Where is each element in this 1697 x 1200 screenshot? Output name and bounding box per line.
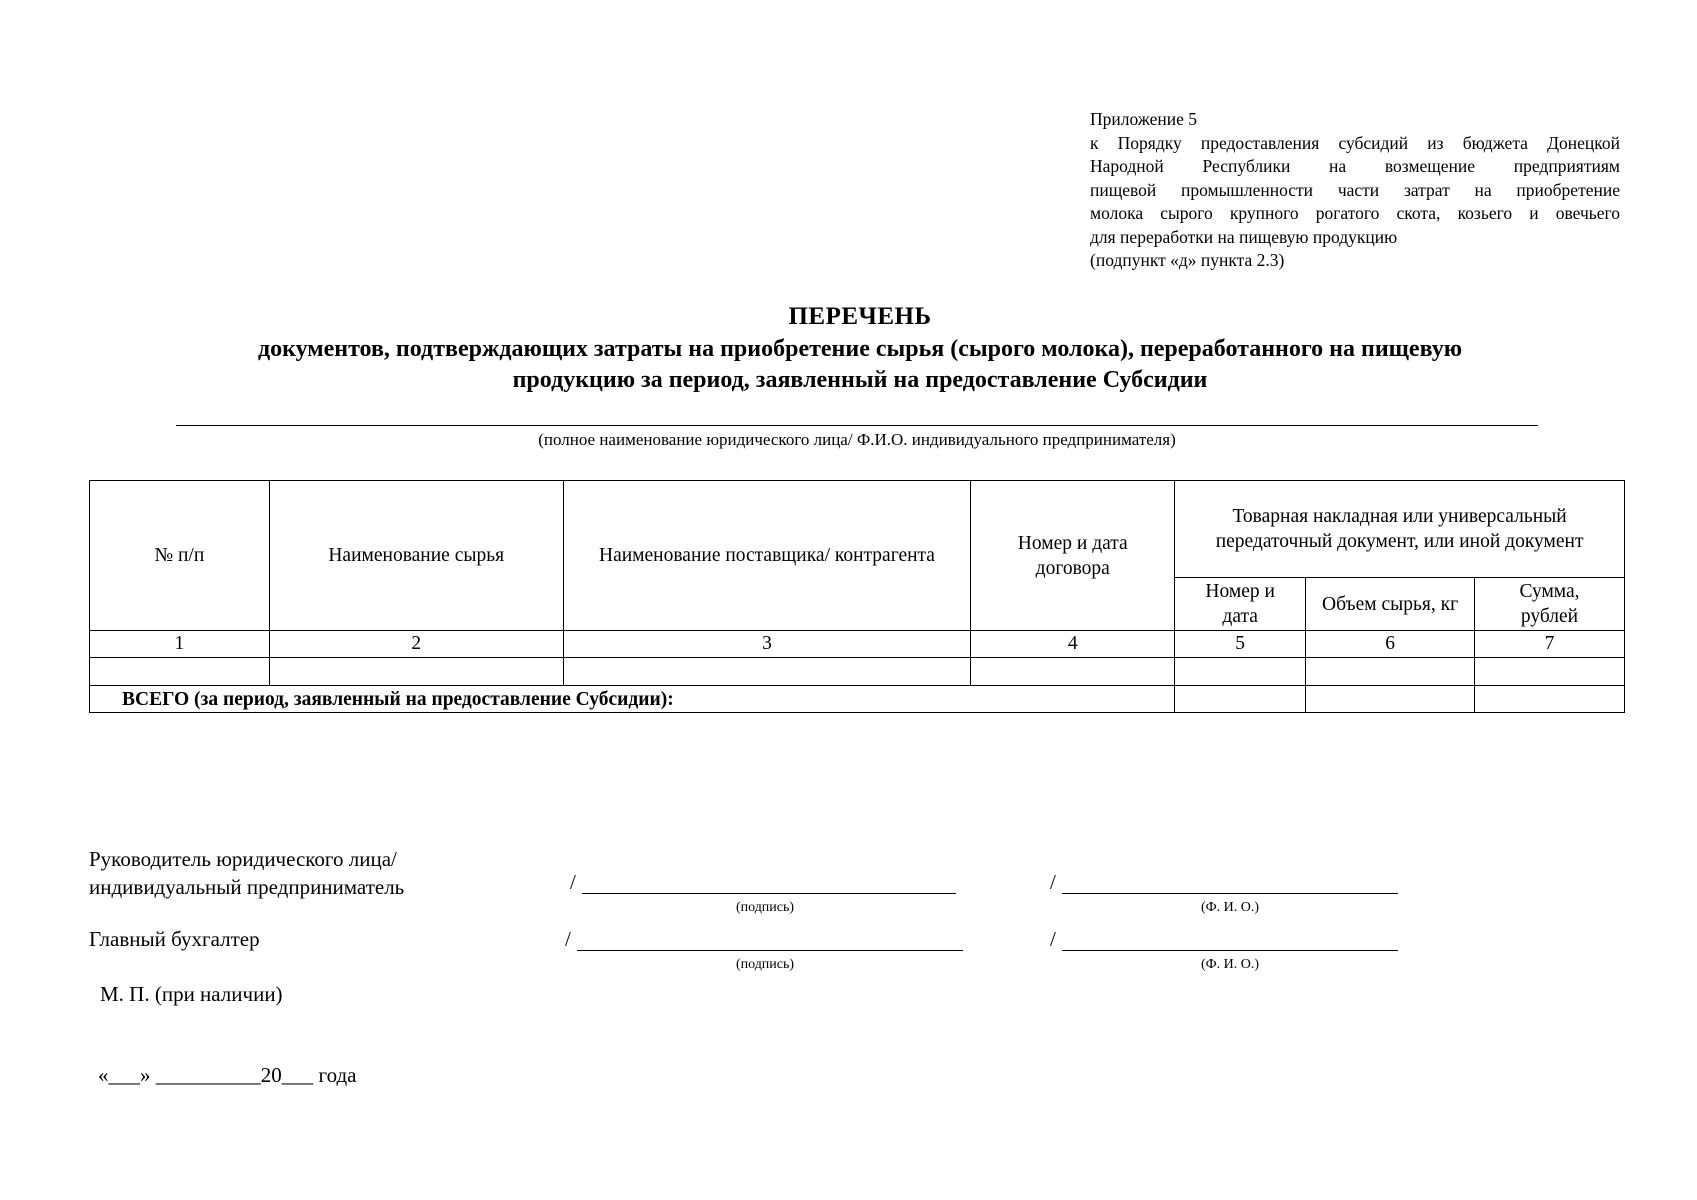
table-cell[interactable] — [269, 658, 563, 686]
appendix-line: для переработки на пищевую продукцию — [1090, 226, 1398, 247]
header-raw-material: Наименование сырья — [269, 481, 563, 631]
header-sum: Сумма, рублей — [1475, 578, 1625, 631]
table-cell[interactable] — [563, 658, 971, 686]
head-signature-label — [89, 845, 404, 901]
slash: / — [565, 927, 571, 951]
signature-caption: (подпись) — [735, 900, 795, 915]
table-cell[interactable] — [90, 658, 270, 686]
appendix-block — [1090, 108, 1620, 273]
title-main: ПЕРЕЧЕНЬ — [788, 303, 932, 330]
date-line[interactable]: «___» __________20___ года — [98, 1063, 357, 1087]
head-signature-field[interactable] — [570, 870, 960, 898]
accountant-label: Главный бухгалтер — [89, 927, 260, 951]
head-label-line-1: Руководитель юридического лица/ — [89, 847, 397, 871]
fio-caption: (Ф. И. О.) — [1200, 900, 1260, 915]
total-label: ВСЕГО (за период, заявленный на предоставление Субсидии): — [90, 686, 1175, 713]
column-number: 5 — [1175, 631, 1306, 658]
header-invoice-number: Номер и дата — [1175, 578, 1306, 631]
fio-caption: (Ф. И. О.) — [1200, 957, 1260, 972]
accountant-signature-field[interactable] — [565, 927, 965, 955]
organization-name-caption: (полное наименование юридического лица/ Ф.И.О. индивидуального предпринимателя) — [538, 430, 1176, 449]
column-number: 2 — [269, 631, 563, 658]
column-number: 3 — [563, 631, 971, 658]
column-number: 6 — [1306, 631, 1475, 658]
total-cell[interactable] — [1306, 686, 1475, 713]
accountant-fio-field[interactable] — [1050, 927, 1400, 955]
column-number: 7 — [1475, 631, 1625, 658]
table-cell[interactable] — [1306, 658, 1475, 686]
appendix-line: Народной Республики на возмещение предприятиям — [1090, 156, 1620, 176]
appendix-line: Приложение 5 — [1090, 109, 1198, 129]
total-row — [90, 686, 1625, 713]
slash: / — [570, 870, 576, 894]
signature-caption: (подпись) — [735, 957, 795, 972]
appendix-line: молока сырого крупного рогатого скота, козьего и овечьего — [1090, 203, 1620, 223]
header-number: № п/п — [90, 481, 270, 631]
organization-name-line[interactable] — [176, 425, 1538, 426]
table-row — [90, 658, 1625, 686]
appendix-line: пищевой промышленности части затрат на приобретение — [1090, 179, 1620, 200]
column-number-row — [90, 631, 1625, 658]
slash: / — [1050, 927, 1056, 951]
appendix-line: (подпункт «д» пункта 2.3) — [1090, 250, 1285, 270]
header-contract: Номер и дата договора — [971, 481, 1175, 631]
header-invoice-group: Товарная накладная или универсальный передаточный документ, или иной документ — [1175, 481, 1625, 578]
stamp-label: М. П. (при наличии) — [100, 982, 283, 1006]
total-cell[interactable] — [1175, 686, 1306, 713]
header-volume: Объем сырья, кг — [1306, 578, 1475, 631]
total-cell[interactable] — [1475, 686, 1625, 713]
document-title — [120, 300, 1600, 396]
head-label-line-2: индивидуальный предприниматель — [89, 875, 405, 899]
header-supplier: Наименование поставщика/ контрагента — [563, 481, 971, 631]
table-cell[interactable] — [1475, 658, 1625, 686]
table-cell[interactable] — [1175, 658, 1306, 686]
column-number: 1 — [90, 631, 270, 658]
table-cell[interactable] — [971, 658, 1175, 686]
title-sub-2: продукцию за период, заявленный на предоставление Субсидии — [512, 367, 1208, 393]
slash: / — [1050, 870, 1056, 894]
appendix-line: к Порядку предоставления субсидий из бюджета Донецкой — [1090, 132, 1620, 153]
documents-table — [89, 480, 1625, 713]
head-fio-field[interactable] — [1050, 870, 1400, 898]
title-sub-1: документов, подтверждающих затраты на приобретение сырья (сырого молока), переработанного на пищевую — [257, 336, 1463, 362]
column-number: 4 — [971, 631, 1175, 658]
